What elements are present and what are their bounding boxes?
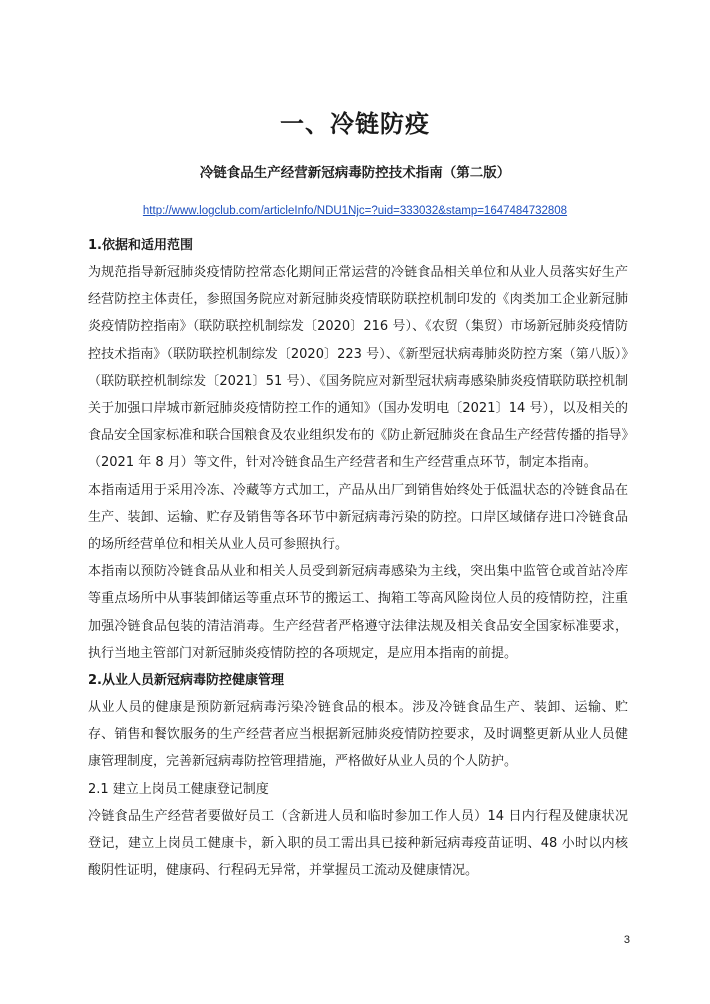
paragraph: 冷链食品生产经营者要做好员工（含新进人员和临时参加工作人员）14 日内行程及健康状况登记，建立上岗员工健康卡，新入职的员工需出具已接种新冠病毒疫苗证明、48 小时以内核酸阴性证明，健康码、行程码无异常，并掌握员工流动及健康情况。 — [88, 808, 628, 879]
subsection-heading: 2.1 建立上岗员工健康登记制度 — [88, 781, 269, 797]
section-heading: 1.依据和适用范围 — [88, 238, 193, 253]
section-heading: 2.从业人员新冠病毒防控健康管理 — [88, 673, 284, 689]
section-1 — [88, 232, 628, 667]
chapter-title: 一、冷链防疫 — [280, 110, 430, 138]
paragraph: 从业人员的健康是预防新冠病毒污染冷链食品的根本。涉及冷链食品生产、装卸、运输、贮存、销售和餐饮服务的生产经营者应当根据新冠肺炎疫情防控要求，及时调整更新从业人员健康管理制度，完善新冠病毒防控管理措施，严格做好从业人员的个人防护。 — [88, 700, 628, 770]
source-link[interactable]: http://www.logclub.com/articleInfo/NDU1Njc=?uid=333032&stamp=1647484732808 — [142, 205, 568, 217]
paragraph: 本指南以预防冷链食品从业和相关人员受到新冠病毒感染为主线，突出集中监管仓或首站冷库等重点场所中从事装卸储运等重点环节的搬运工、掏箱工等高风险岗位人员的疫情防控，注重加强冷链食品包装的清洁消毒。生产经营者严格遵守法律法规及相关食品安全国家标准要求，执行当地主管部门对新冠肺炎疫情防控的各项规定，是应用本指南的前提。 — [88, 564, 628, 661]
document-body — [88, 232, 628, 884]
document-title: 冷链食品生产经营新冠病毒防控技术指南（第二版） — [199, 165, 511, 181]
paragraph: 为规范指导新冠肺炎疫情防控常态化期间正常运营的冷链食品相关单位和从业人员落实好生产经营防控主体责任，参照国务院应对新冠肺炎疫情联防联控机制印发的《肉类加工企业新冠肺炎疫情防控指南》（联防联控机制综发〔2020〕216 号）、《农贸（集贸）市场新冠肺炎疫情防控技术指南》（联防联控机制综发〔2020〕223 号）、《新型冠状病毒肺炎防控方案（第八版）》（联防联控机制综发〔2021〕51 号）、《国务院应对新型冠状病毒感染肺炎疫情联防联控机制关于加强口岸城市新冠肺炎疫情防控工作的通知》（国办发明电〔2021〕14 号），以及相关的食品安全国家标准和联合国粮食及农业组织发布的《防止新冠肺炎在食品生产经营传播的指导》（2021 年 8 月）等文件，针对冷链食品生产经营者和生产经营重点环节，制定本指南。 — [88, 265, 628, 471]
page-number: 3 — [623, 934, 630, 946]
paragraph: 本指南适用于采用冷冻、冷藏等方式加工，产品从出厂到销售始终处于低温状态的冷链食品在生产、装卸、运输、贮存及销售等各环节中新冠病毒污染的防控。口岸区域储存进口冷链食品的场所经营单位和相关从业人员可参照执行。 — [88, 482, 628, 553]
section-2 — [88, 667, 628, 884]
